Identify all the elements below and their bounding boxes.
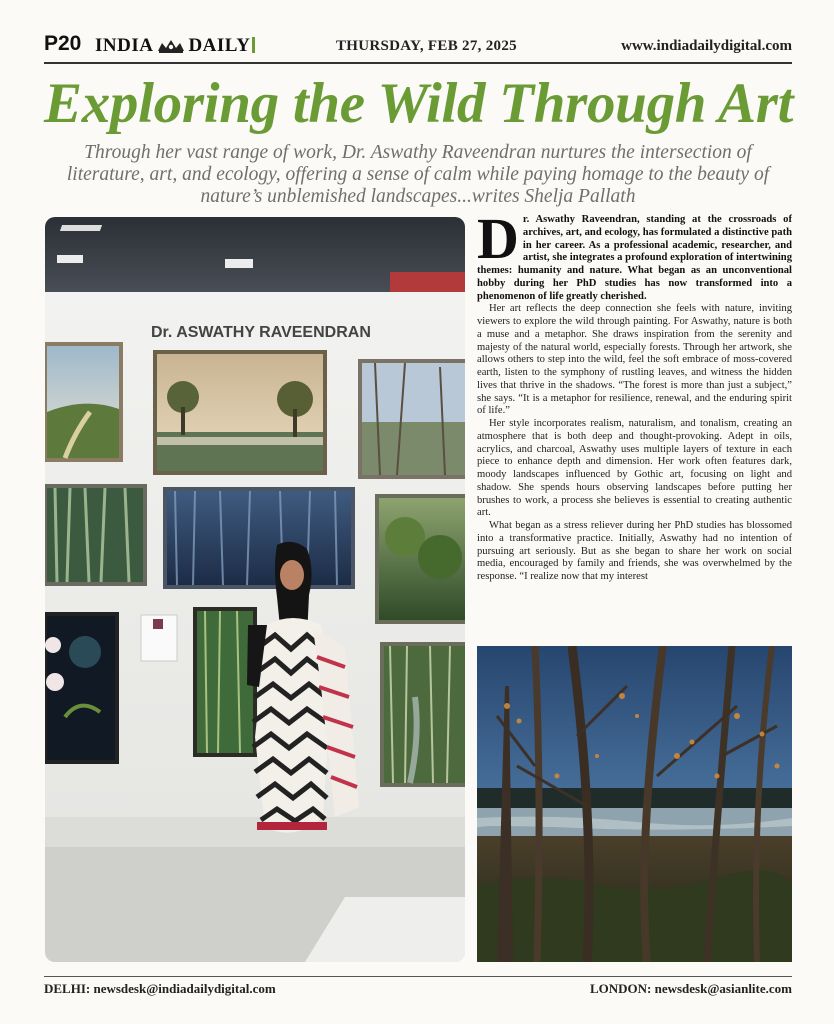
- body-paragraph: Her style incorporates realism, naturalism, and tonalism, creating an atmosphere that is both deep and thought-provoking. Adept in oils, acrylics, and charcoal, Aswathy uses multiple layers of texture in each piece to enhance depth and dimension. Her work often features dark, moody landscapes influenced by Gothic art, focusing on light and shadow. She spends hours observing landscapes before putting her brushes to work, a process she believes is essential to creating authentic art.: [477, 418, 792, 519]
- body-paragraph: Her art reflects the deep connection she feels with nature, inviting viewers to explore the wild through painting. For Aswathy, nature is both a muse and a metaphor. She draws inspiration from the serenity and majesty of the natural world, especially forests. Through her artwork, she allows others to step into the wild, feel the soft embrace of moss-covered earth, listen to the symphony of rustling leaves, and witness the hidden lives that thrive in the shadows. “The forest is more than just a subject,” she says. “It is a metaphor for resilience, renewal, and the enduring spirit of life.”: [477, 303, 792, 417]
- brand-bar-icon: [252, 37, 255, 53]
- article-body: [477, 214, 792, 642]
- booth-sign: Dr. ASWATHY RAVEENDRAN: [151, 324, 371, 341]
- issue-date: THURSDAY, FEB 27, 2025: [336, 38, 517, 54]
- headline: Exploring the Wild Through Art: [44, 72, 794, 135]
- lead-paragraph: [477, 214, 792, 303]
- brand-name-india: INDIA: [95, 35, 154, 56]
- painting-photo-forest: [477, 646, 792, 962]
- website-link[interactable]: www.indiadailydigital.com: [621, 38, 792, 54]
- drop-cap: D: [477, 214, 519, 271]
- top-rule: [44, 62, 792, 64]
- brand-logo: [95, 35, 255, 57]
- lead-paragraph-text: r. Aswathy Raveendran, standing at the crossroads of archives, art, and ecology, has formulated a distinctive path in her career. As a professional academic, researcher, and artist, she integrates a profound exploration of intertwining themes: humanity and nature. What began as an unconventional hobby during her PhD studies has now transformed into a phenomenon of life greatly cherished.: [477, 214, 792, 302]
- bottom-rule: [44, 976, 792, 977]
- footer-delhi-contact[interactable]: DELHI: newsdesk@indiadailydigital.com: [44, 981, 276, 996]
- footer-london-contact[interactable]: LONDON: newsdesk@asianlite.com: [589, 981, 792, 996]
- masthead: [44, 30, 792, 66]
- deck-subheading: Through her vast range of work, Dr. Aswathy Raveendran nurtures the intersection of literature, art, and ecology, offering a sense of calm while paying homage to the beauty of nature’s unblemished landscapes...writes Shelja Pallath: [66, 142, 770, 207]
- emblem-icon: [156, 39, 186, 53]
- page-number: P20: [44, 32, 82, 55]
- body-paragraph: What began as a stress reliever during her PhD studies has blossomed into a transformative practice. Initially, Aswathy had no intention of pursuing art seriously. But as she began to share her work on social media, encouraged by family and friends, she was overwhelmed by the response. “I realize now that my interest: [477, 520, 792, 582]
- main-photo-artist-booth: [45, 217, 465, 962]
- brand-name-daily: DAILY: [188, 35, 251, 56]
